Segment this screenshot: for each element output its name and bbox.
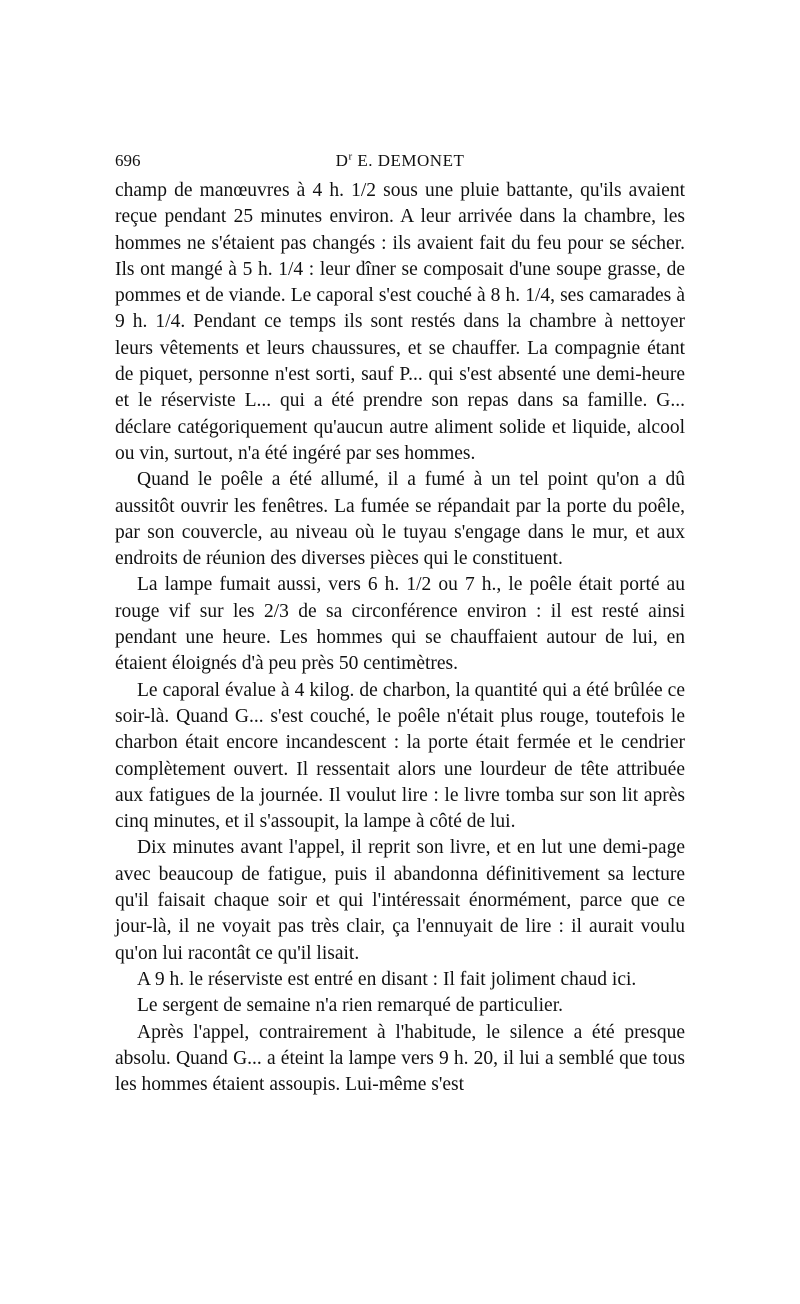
running-head xyxy=(115,148,685,174)
book-page xyxy=(115,148,685,1098)
author-prefix: D xyxy=(335,151,349,170)
author-prefix-superscript: r xyxy=(348,150,353,163)
paragraph-continued: champ de manœuvres à 4 h. 1/2 sous une pluie battante, qu'ils avaient reçue pendant 25 minutes environ. A leur arrivée dans la chambre, les hommes ne s'étaient pas changés : ils avaient fait du feu pour se sécher. Ils ont mangé à 5 h. 1/4 : leur dîner se composait d'une soupe grasse, de pommes et de viande. Le caporal s'est couché à 8 h. 1/4, ses camarades à 9 h. 1/4. Pendant ce temps ils sont restés dans la chambre à nettoyer leurs vêtements et leurs chaussures, et se chauffer. La compagnie étant de piquet, personne n'est sorti, sauf P... qui s'est absenté une demi-heure et le réserviste L... qui a été prendre son repas dans sa famille. G... déclare catégoriquement qu'aucun autre aliment solide et liquide, alcool ou vin, surtout, n'a été ingéré par ses hommes. xyxy=(115,180,685,464)
paragraph: Le caporal évalue à 4 kilog. de charbon, la quantité qui a été brûlée ce soir-là. Quand G... s'est couché, le poêle n'était plus rouge, toutefois le charbon était encore incandescent : la porte était fermée et le cendrier complètement ouvert. Il ressentait alors une lourdeur de tête attribuée aux fatigues de la journée. Il voulut lire : le livre tomba sur son lit après cinq minutes, et il s'assoupit, la lampe à côté de lui. xyxy=(115,679,685,833)
running-title xyxy=(115,148,685,174)
paragraph: Le sergent de semaine n'a rien remarqué de particulier. xyxy=(137,995,564,1017)
paragraph: Dix minutes avant l'appel, il reprit son livre, et en lut une demi-page avec beaucoup de fatigue, puis il abandonna définitivement sa lecture qu'il faisait chaque soir et qui l'intéressait énormément, parce que ce jour-là, il ne voyait pas très clair, ça l'ennuyait de lire : il aurait voulu qu'on lui racontât ce qu'il lisait. xyxy=(115,837,685,964)
body-text xyxy=(115,178,685,1098)
paragraph: Quand le poêle a été allumé, il a fumé à un tel point qu'on a dû aussitôt ouvrir les fenêtres. La fumée se répandait par la porte du poêle, par son couvercle, au niveau où le tuyau s'engage dans le mur, et aux endroits de réunion des diverses pièces qui le constituent. xyxy=(115,469,685,570)
paragraph: La lampe fumait aussi, vers 6 h. 1/2 ou 7 h., le poêle était porté au rouge vif sur les 2/3 de sa circonférence environ : il est resté ainsi pendant une heure. Les hommes qui se chauffaient autour de lui, en étaient éloignés d'à peu près 50 centimètres. xyxy=(115,574,685,675)
page-number: 696 xyxy=(115,151,141,170)
author-name: E. DEMONET xyxy=(352,151,465,170)
paragraph: A 9 h. le réserviste est entré en disant : Il fait joliment chaud ici. xyxy=(137,968,637,990)
paragraph: Après l'appel, contrairement à l'habitude, le silence a été presque absolu. Quand G... a éteint la lampe vers 9 h. 20, il lui a semblé que tous les hommes étaient assoupis. Lui-même s'est xyxy=(115,1021,685,1096)
